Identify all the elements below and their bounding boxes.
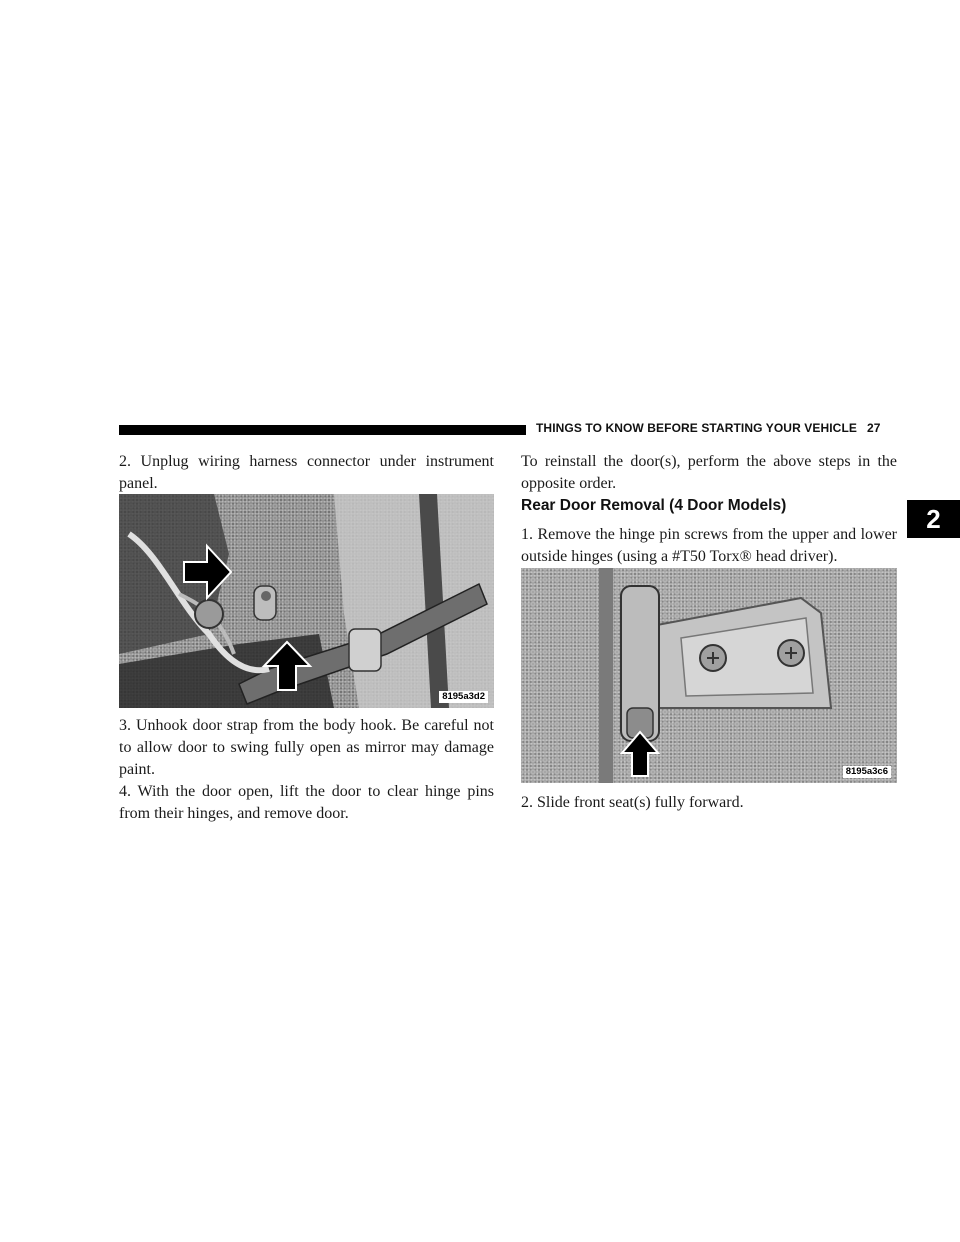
section-heading: Rear Door Removal (4 Door Models) bbox=[521, 497, 787, 514]
step-2-slide-seat: 2. Slide front seat(s) fully forward. bbox=[521, 794, 744, 811]
header-rule bbox=[119, 425, 526, 435]
chapter-tab[interactable]: 2 bbox=[907, 500, 960, 538]
figure-door-strap bbox=[119, 494, 494, 708]
page-number: 27 bbox=[866, 421, 881, 435]
step-1-hinge-screws: 1. Remove the hinge pin screws from the upper and lower outside hinges (using a #T50 Torx® head driver). bbox=[521, 526, 897, 565]
arrow-up-icon bbox=[119, 494, 494, 708]
figure-code: 8195a3d2 bbox=[439, 691, 488, 703]
step-2-unplug: 2. Unplug wiring harness connector under instrument panel. bbox=[119, 453, 494, 492]
running-header bbox=[536, 421, 881, 435]
section-title: THINGS TO KNOW BEFORE STARTING YOUR VEHICLE bbox=[536, 421, 857, 435]
arrow-up-icon bbox=[521, 568, 897, 783]
step-4-lift-door: 4. With the door open, lift the door to clear hinge pins from their hinges, and remove door. bbox=[119, 783, 494, 822]
reinstall-note: To reinstall the door(s), perform the above steps in the opposite order. bbox=[521, 453, 897, 492]
figure-hinge bbox=[521, 568, 897, 783]
figure-code: 8195a3c6 bbox=[843, 766, 891, 778]
step-3-unhook: 3. Unhook door strap from the body hook. Be careful not to allow door to swing fully open as mirror may damage paint. bbox=[119, 717, 494, 778]
